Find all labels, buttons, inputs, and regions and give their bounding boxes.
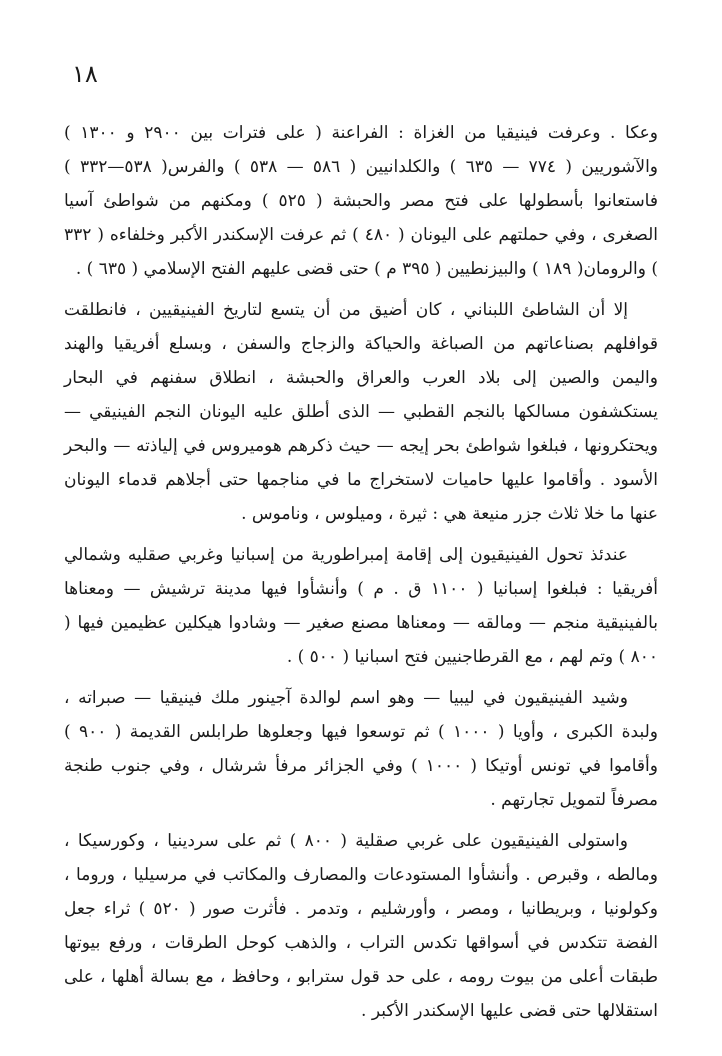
paragraph: وعكا . وعرفت فينيقيا من الغزاة : الفراعنة ( على فترات بين ٢٩٠٠ و ١٣٠٠ ) والآشوريين ( ٧٧٤ — ٦٣٥ ) والكلدانيين ( ٥٨٦ — ٥٣٨ ) والفرس( ٥٣٨—٣٣٢ ) فاستعانوا بأسطولها على فتح مصر والحبشة ( ٥٢٥ ) ومكنهم من شواطئ آسيا الصغرى ، وفي حملتهم على اليونان ( ٤٨٠ ) ثم عرفت الإسكندر الأكبر وخلفاءه ( ٣٣٢ ) والرومان( ١٨٩ ) والبيزنطيين ( ٣٩٥ م ) حتى قضى عليهم الفتح الإسلامي ( ٦٣٥ ) . xyxy=(64,123,659,279)
page-number: ١٨ xyxy=(72,60,98,88)
paragraph: عندئذ تحول الفينيقيون إلى إقامة إمبراطورية من إسبانيا وغربي صقليه وشمالي أفريقيا : فبلغوا إسبانيا ( ١١٠٠ ق . م ) وأنشأوا فيها مدينة ترشيش — ومعناها بالفينيقية منجم — ومالقه — ومعناها مصنع صغير — وشادوا هيكلين عظيمين فيها ( ٨٠٠ ) وتم لهم ، مع القرطاجنيين فتح اسبانيا ( ٥٠٠ ) . xyxy=(64,545,658,667)
paragraph: واستولى الفينيقيون على غربي صقلية ( ٨٠٠ ) ثم على سردينيا ، وكورسيكا ، ومالطه ، وقبرص . وأنشأوا المستودعات والمصارف والمكاتب في مرسيليا ، وروما ، وكولونيا ، وبريطانيا ، ومصر ، وأورشليم ، وتدمر . فأثرت صور ( ٥٢٠ ) ثراء جعل الفضة تتكدس في أسواقها تكدس التراب ، والذهب كوحل الطرقات ، ورفع بيوتها طبقات أعلى من بيوت رومه ، على حد قول سترابو ، وحافظ ، مع بسالة أهلها ، على استقلالها حتى قضى عليها الإسكندر الأكبر . xyxy=(64,831,659,1021)
paragraph: إلا أن الشاطئ اللبناني ، كان أضيق من أن يتسع لتاريخ الفينيقيين ، فانطلقت قوافلهم بصناعاتهم من الصباغة والحياكة والزجاج والسفن ، وبسلع أفريقيا والهند واليمن والصين إلى بلاد العرب والعراق والحبشة ، انطلاق سفنهم في البحار يستكشفون مسالكها بالنجم القطبي — الذى أطلق عليه اليونان النجم الفينيقي — ويحتكرونها ، فبلغوا شواطئ بحر إيجه — حيث ذكرهم هوميروس في إلياذته — والبحر الأسود . وأقاموا عليها حاميات لاستخراج ما في مناجمها حتى أجلاهم قدماء اليونان عنها ما خلا ثلاث جزر منيعة هي : ثيرة ، وميلوس ، وناموس . xyxy=(64,300,658,524)
page-body xyxy=(64,116,658,1035)
paragraph: وشيد الفينيقيون في ليبيا — وهو اسم لوالدة آجينور ملك فينيقيا — صبراته ، ولبدة الكبرى ، وأويا ( ١٠٠٠ ) ثم توسعوا فيها وجعلوها طرابلس القديمة ( ٩٠٠ ) وأقاموا في تونس أوتيكا ( ١٠٠٠ ) وفي الجزائر مرفأ شرشال ، وفي جنوب طنجة مصرفاً لتمويل تجارتهم . xyxy=(64,688,658,810)
